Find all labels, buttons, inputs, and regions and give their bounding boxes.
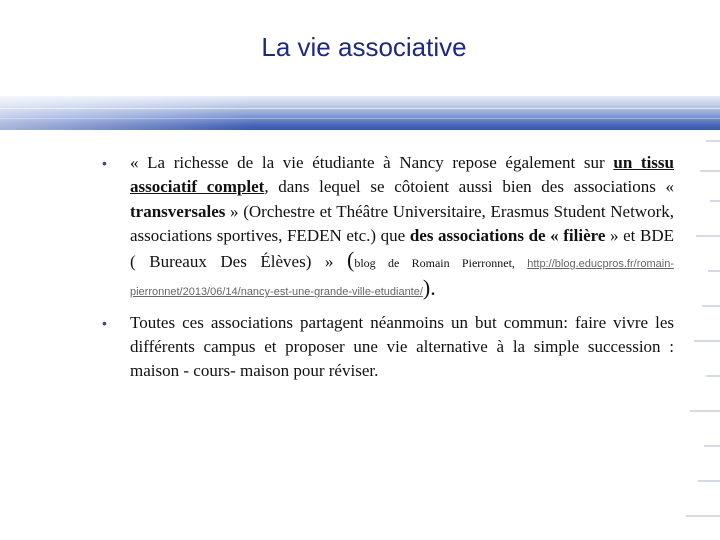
slide-body — [100, 151, 674, 390]
header-banner — [0, 96, 720, 130]
bullet-text: Toutes ces associations partagent néanmoins un but commun: faire vivre les différents campus et proposer une vie alternative à la simple succession : maison - cours- maison pour réviser. — [130, 312, 674, 381]
bullet-text-part: » et BDE ( Bureaux Des Élèves) » — [130, 225, 674, 272]
decorative-dashes — [680, 140, 720, 540]
bullet-item — [100, 311, 674, 384]
bullet-text-part: , dans lequel se côtoient aussi bien des associations « — [264, 177, 674, 197]
bullet-icon: • — [102, 155, 107, 171]
bullet-emphasis: transversales — [130, 201, 226, 221]
paren-close: ). — [422, 275, 436, 301]
bullet-item — [100, 151, 674, 305]
bullet-text-part: « La richesse de la vie étudiante à Nancy repose également sur — [130, 153, 614, 172]
slide-title: La vie associative — [261, 32, 467, 62]
bullet-icon: • — [102, 314, 107, 331]
bullet-text-part: » (Orchestre et Théâtre Universitaire, Erasmus Student Network, associations sportives, FEDEN etc.) que — [130, 201, 674, 245]
paren-open: ( — [347, 247, 355, 273]
source-label: blog de Romain Pierronnet, — [354, 256, 528, 271]
bullet-emphasis: un tissu associatif complet — [130, 153, 674, 197]
source-link[interactable]: http://blog.educpros.fr/romain-pierronnet/2013/06/14/nancy-est-une-grande-ville-etudiante/ — [130, 258, 674, 299]
bullet-emphasis: des associations de « filière — [409, 225, 606, 245]
